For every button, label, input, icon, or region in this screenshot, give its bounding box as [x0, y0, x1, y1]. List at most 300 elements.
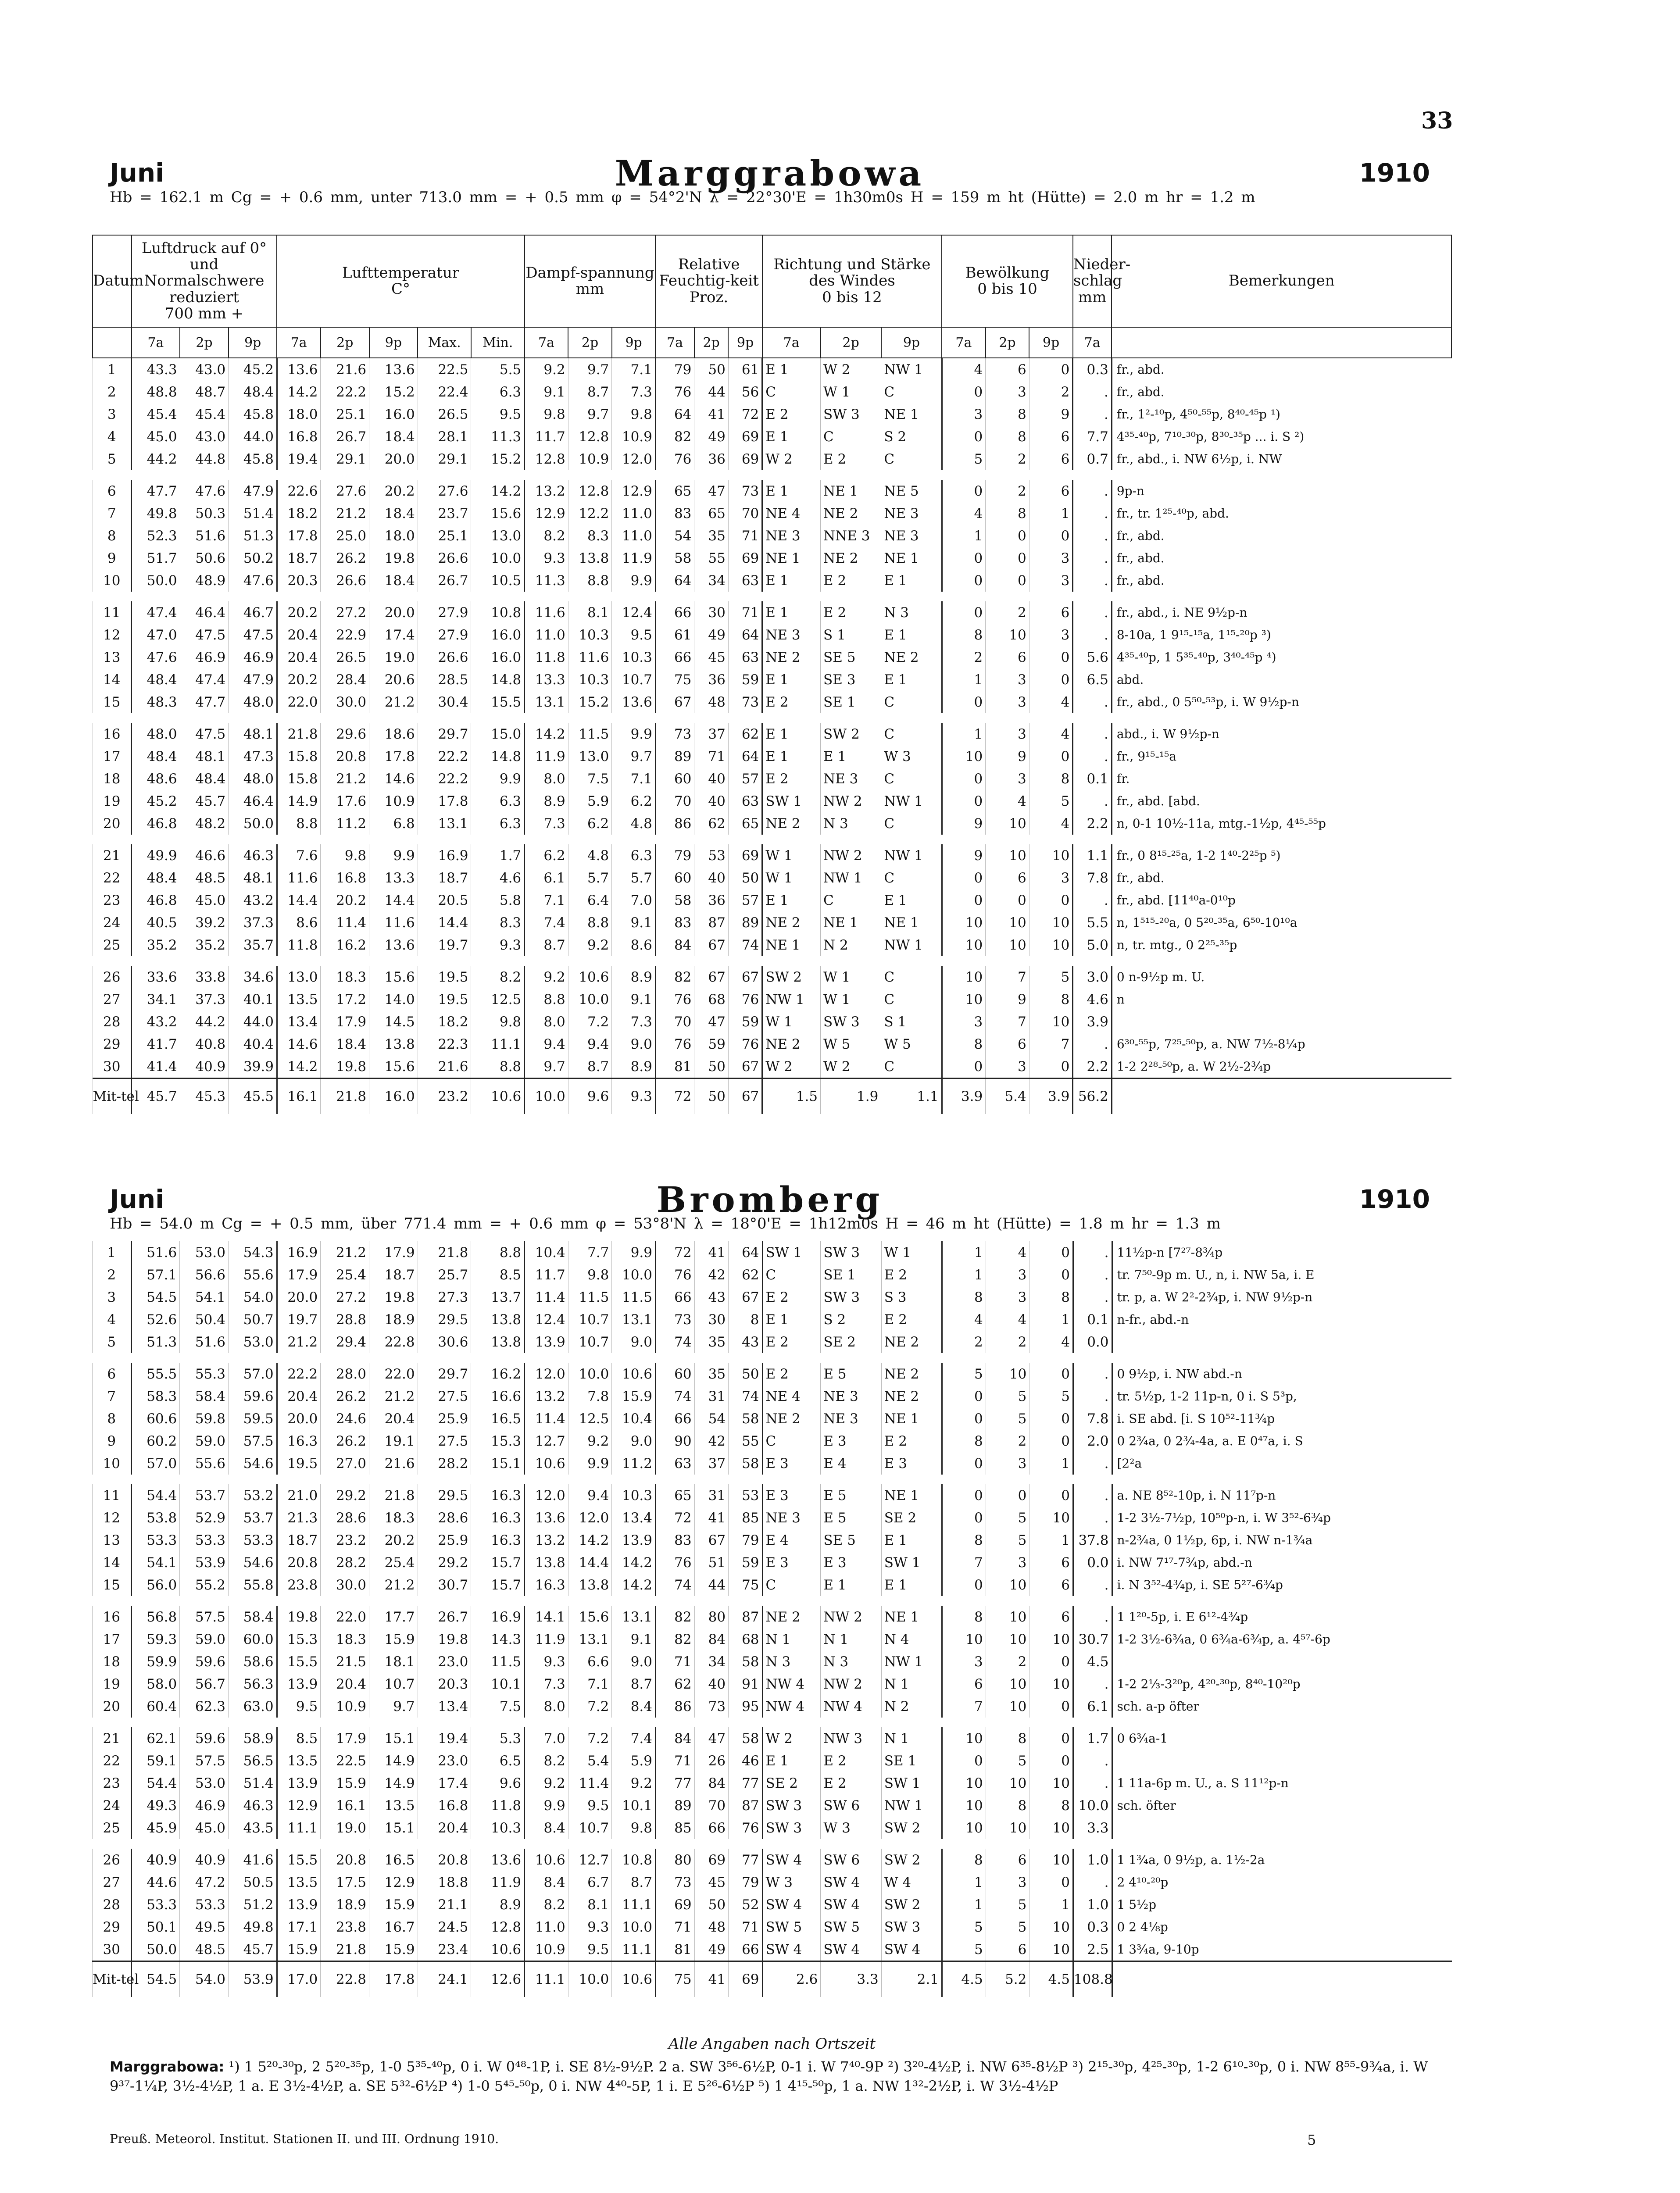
row-value: 79: [729, 1871, 762, 1893]
month-label: Juni: [110, 1184, 164, 1214]
row-value: 47.9: [229, 475, 277, 502]
row-value: 4: [1029, 691, 1073, 718]
row-remark: tr. 5½p, 1-2 11p-n, 0 i. S 5³p,: [1112, 1385, 1452, 1407]
row-value: 3: [986, 1264, 1029, 1286]
row-value: 0: [942, 1452, 986, 1479]
row-date: 21: [93, 839, 132, 867]
row-value: 59: [694, 1033, 728, 1055]
table-row: [93, 1817, 1452, 1844]
row-value: 12.9: [369, 1871, 418, 1893]
row-value: 55.6: [180, 1452, 229, 1479]
row-value: 10: [1029, 1673, 1073, 1695]
row-value: 12.8: [568, 475, 612, 502]
mean-value: 41: [694, 1961, 728, 1997]
row-value: E 3: [881, 1452, 942, 1479]
row-value: 9.0: [612, 1430, 656, 1452]
row-value: 42: [694, 1264, 728, 1286]
row-date: 3: [93, 1286, 132, 1308]
row-value: .: [1073, 1358, 1112, 1385]
row-value: 15.1: [471, 1452, 525, 1479]
row-value: 11.2: [321, 812, 369, 839]
row-value: 12.8: [568, 425, 612, 448]
row-value: 0.3: [1073, 1916, 1112, 1938]
row-value: 9.4: [525, 1033, 568, 1055]
row-value: 49.5: [180, 1916, 229, 1938]
row-value: 17.4: [418, 1772, 471, 1794]
row-value: 60.4: [131, 1695, 180, 1722]
row-value: 77: [729, 1772, 762, 1794]
row-remark: 1 5½p: [1112, 1893, 1452, 1916]
row-value: 13.8: [471, 1308, 525, 1331]
row-value: 18.3: [369, 1507, 418, 1529]
row-value: 29.6: [321, 718, 369, 745]
row-value: NW 4: [762, 1695, 821, 1722]
pressure-header: Luftdruck auf 0° und Normalschwere reduziert 700 mm +: [132, 235, 277, 327]
row-value: 19.7: [277, 1308, 321, 1331]
row-value: 2.2: [1073, 812, 1112, 839]
row-value: 0: [1029, 1695, 1073, 1722]
row-value: 20.4: [418, 1817, 471, 1844]
table-row: [93, 475, 1451, 502]
row-value: 11.9: [471, 1871, 525, 1893]
row-value: 1: [942, 1241, 986, 1264]
row-value: 8.7: [525, 934, 568, 961]
row-value: 21.6: [321, 358, 369, 381]
row-value: NE 4: [762, 502, 821, 525]
row-value: .: [1073, 1507, 1112, 1529]
row-value: 35: [694, 1358, 728, 1385]
row-value: .: [1073, 403, 1112, 425]
row-value: 72: [728, 403, 762, 425]
row-value: 48.2: [180, 812, 229, 839]
row-value: 20.2: [321, 889, 369, 911]
row-value: 0: [1029, 1650, 1073, 1673]
row-value: 73: [656, 1308, 695, 1331]
row-value: W 5: [881, 1033, 942, 1055]
row-value: 20.8: [277, 1551, 321, 1574]
row-value: 44.0: [229, 1011, 277, 1033]
table-row: [93, 502, 1451, 525]
row-remark: 1-2 2²⁸-⁵⁰p, a. W 2½-2¾p: [1112, 1055, 1451, 1079]
row-value: 1.0: [1073, 1844, 1112, 1871]
row-value: 3: [986, 768, 1029, 790]
row-value: 10: [1029, 1817, 1073, 1844]
footnote-station: Marggrabowa:: [110, 2058, 225, 2075]
row-value: 22.3: [418, 1033, 471, 1055]
row-value: 26.5: [321, 646, 369, 668]
row-value: 50.0: [132, 569, 180, 596]
row-value: E 3: [762, 1551, 821, 1574]
row-value: 11.7: [525, 425, 568, 448]
row-value: 19.0: [369, 646, 418, 668]
row-value: E 1: [762, 475, 821, 502]
row-value: 73: [656, 1871, 695, 1893]
row-value: 84: [656, 1722, 695, 1750]
row-value: 50: [694, 1893, 728, 1916]
row-value: 20.0: [277, 1286, 321, 1308]
row-value: 0: [942, 475, 986, 502]
row-value: 14.1: [525, 1601, 568, 1628]
row-value: E 1: [881, 889, 942, 911]
row-value: SE 3: [821, 668, 881, 691]
row-value: 76: [729, 1817, 762, 1844]
row-value: 12.4: [612, 596, 656, 624]
row-value: 13.6: [471, 1844, 525, 1871]
row-value: 9.3: [525, 1650, 568, 1673]
mean-label: Mit-tel: [93, 1079, 132, 1114]
row-value: W 2: [821, 358, 881, 381]
row-value: 8.8: [277, 812, 321, 839]
row-value: 0: [942, 381, 986, 403]
row-value: 29.1: [321, 448, 369, 475]
row-value: 75: [655, 668, 694, 691]
row-value: 47.2: [180, 1871, 229, 1893]
row-value: 10: [1029, 934, 1073, 961]
row-value: 10: [942, 1628, 986, 1650]
table-row: [93, 1628, 1452, 1650]
row-value: 10.1: [471, 1673, 525, 1695]
row-value: E 2: [881, 1264, 942, 1286]
row-date: 30: [93, 1055, 132, 1079]
row-remark: fr., abd., i. NE 9½p-n: [1112, 596, 1451, 624]
table-row: [93, 790, 1451, 812]
row-value: 51.3: [229, 525, 277, 547]
row-value: 40: [694, 1673, 728, 1695]
row-value: 14.8: [471, 745, 525, 768]
mean-value: 4.5: [1029, 1961, 1073, 1997]
row-remark: 1 11a-6p m. U., a. S 11¹²p-n: [1112, 1772, 1452, 1794]
row-value: 70: [694, 1794, 728, 1817]
row-value: NW 2: [821, 790, 881, 812]
row-value: 15.8: [277, 745, 321, 768]
row-value: 3.3: [1073, 1817, 1112, 1844]
row-value: SW 5: [762, 1916, 821, 1938]
row-value: 55: [694, 547, 728, 569]
row-value: 50.7: [228, 1308, 277, 1331]
row-date: 13: [93, 646, 132, 668]
row-value: 23.4: [418, 1938, 471, 1961]
row-value: 49: [694, 1938, 728, 1961]
row-value: N 2: [881, 1695, 942, 1722]
row-value: 35.2: [180, 934, 229, 961]
row-value: S 3: [881, 1286, 942, 1308]
row-value: 0: [986, 889, 1029, 911]
row-value: 6.1: [1073, 1695, 1112, 1722]
row-value: 29.7: [418, 718, 471, 745]
row-value: 5: [942, 448, 986, 475]
row-value: 7.6: [277, 839, 321, 867]
row-value: E 1: [881, 569, 942, 596]
row-value: 17.8: [418, 790, 471, 812]
row-value: 60.6: [131, 1407, 180, 1430]
row-value: 10.6: [525, 1844, 568, 1871]
table-row: [93, 1308, 1452, 1331]
row-date: 7: [93, 1385, 132, 1407]
row-value: 19.8: [369, 547, 418, 569]
row-value: 1: [942, 525, 986, 547]
row-value: 18.3: [321, 961, 369, 988]
row-value: 18.2: [418, 1011, 471, 1033]
row-value: 84: [694, 1772, 728, 1794]
row-value: .: [1073, 790, 1112, 812]
row-value: 25.1: [321, 403, 369, 425]
row-value: 7.7: [1073, 425, 1112, 448]
row-value: .: [1073, 1871, 1112, 1893]
row-value: E 1: [821, 745, 881, 768]
table-row: [93, 1750, 1452, 1772]
row-value: .: [1073, 1452, 1112, 1479]
row-value: 41: [694, 1507, 728, 1529]
row-date: 7: [93, 502, 132, 525]
row-date: 27: [93, 988, 132, 1011]
row-date: 17: [93, 1628, 132, 1650]
row-value: 2: [986, 1331, 1029, 1358]
row-value: 48: [694, 1916, 728, 1938]
row-value: NE 1: [881, 1601, 942, 1628]
subheader-cell: 7a: [1073, 327, 1112, 358]
row-value: E 2: [762, 403, 821, 425]
row-value: SW 4: [821, 1938, 881, 1961]
row-remark: tr. p, a. W 2²-2¾p, i. NW 9½p-n: [1112, 1286, 1452, 1308]
local-time-note: Alle Angaben nach Ortszeit: [668, 2035, 876, 2053]
row-value: 58.6: [228, 1650, 277, 1673]
row-remark: [1112, 1011, 1451, 1033]
row-value: SW 1: [881, 1551, 942, 1574]
row-value: 0: [1029, 1407, 1073, 1430]
row-value: 0: [942, 1385, 986, 1407]
row-value: 8.8: [568, 911, 612, 934]
row-value: 4: [942, 502, 986, 525]
row-value: 5.9: [568, 790, 612, 812]
row-value: SW 4: [821, 1893, 881, 1916]
row-value: 50: [729, 1358, 762, 1385]
row-value: 16.0: [471, 646, 525, 668]
table-row: [93, 1407, 1452, 1430]
row-value: 6.3: [471, 812, 525, 839]
row-value: 77: [729, 1844, 762, 1871]
row-value: 40.9: [131, 1844, 180, 1871]
row-value: 18.7: [277, 1529, 321, 1551]
row-value: 45.7: [180, 790, 229, 812]
row-value: 11.5: [471, 1650, 525, 1673]
row-value: 9.4: [568, 1033, 612, 1055]
row-remark: n-2¾a, 0 1½p, 6p, i. NW n-1¾a: [1112, 1529, 1452, 1551]
mean-value: 69: [729, 1961, 762, 1997]
row-value: 48.0: [132, 718, 180, 745]
row-value: 11.1: [277, 1817, 321, 1844]
row-date: 16: [93, 1601, 132, 1628]
row-value: 0: [986, 1479, 1029, 1507]
row-value: 43.5: [228, 1817, 277, 1844]
row-value: 67: [694, 1529, 728, 1551]
row-value: 76: [655, 448, 694, 475]
row-value: 21.2: [369, 1574, 418, 1601]
row-value: SW 4: [762, 1893, 821, 1916]
row-date: 1: [93, 1241, 132, 1264]
row-value: 6: [1029, 425, 1073, 448]
row-value: 14.4: [277, 889, 321, 911]
row-value: E 2: [821, 569, 881, 596]
row-value: 22.8: [369, 1331, 418, 1358]
row-value: 68: [694, 988, 728, 1011]
row-value: C: [821, 425, 881, 448]
row-value: 45: [694, 1871, 728, 1893]
row-value: 15.9: [369, 1893, 418, 1916]
row-value: 84: [655, 934, 694, 961]
row-value: 47.6: [180, 475, 229, 502]
row-value: 6: [1029, 448, 1073, 475]
row-value: 2: [1029, 381, 1073, 403]
row-date: 24: [93, 1794, 132, 1817]
row-value: 4: [986, 1241, 1029, 1264]
row-value: 3: [986, 668, 1029, 691]
row-remark: 9p-n: [1112, 475, 1451, 502]
row-value: N 1: [881, 1673, 942, 1695]
row-value: SW 3: [821, 1011, 881, 1033]
row-value: 9.9: [612, 1241, 656, 1264]
row-date: 8: [93, 525, 132, 547]
table-row: [93, 1479, 1452, 1507]
row-value: 0: [942, 1507, 986, 1529]
row-date: 4: [93, 1308, 132, 1331]
row-value: 15.2: [471, 448, 525, 475]
row-value: 5.0: [1073, 934, 1112, 961]
row-date: 29: [93, 1033, 132, 1055]
row-value: 7.1: [568, 1673, 612, 1695]
row-value: 50.0: [131, 1938, 180, 1961]
row-value: 47: [694, 475, 728, 502]
row-value: 9.7: [612, 745, 656, 768]
row-value: 9.8: [568, 1264, 612, 1286]
row-value: 20.4: [321, 1673, 369, 1695]
row-date: 25: [93, 1817, 132, 1844]
row-value: NW 1: [762, 988, 821, 1011]
row-value: 4.6: [471, 867, 525, 889]
row-value: 4: [1029, 1331, 1073, 1358]
row-value: .: [1073, 1264, 1112, 1286]
mean-value: 10.6: [612, 1961, 656, 1997]
row-value: 9.9: [612, 718, 656, 745]
row-value: 58: [729, 1650, 762, 1673]
row-value: SW 1: [762, 790, 821, 812]
row-value: 65: [694, 502, 728, 525]
row-value: 2: [986, 1650, 1029, 1673]
row-value: 0: [1029, 745, 1073, 768]
row-value: 57.5: [228, 1430, 277, 1452]
row-remark: i. NW 7¹⁷-7¾p, abd.-n: [1112, 1551, 1452, 1574]
row-remark: 0 6¾a-1: [1112, 1722, 1452, 1750]
row-value: 26.7: [418, 1601, 471, 1628]
mean-value: 21.8: [321, 1079, 369, 1114]
row-value: 13.8: [568, 1574, 612, 1601]
row-value: 5: [942, 1938, 986, 1961]
row-remark: tr. 7⁵⁰-9p m. U., n, i. NW 5a, i. E: [1112, 1264, 1452, 1286]
row-value: 0: [1029, 525, 1073, 547]
row-value: 52: [729, 1893, 762, 1916]
row-value: 61: [728, 358, 762, 381]
row-value: 11.5: [612, 1286, 656, 1308]
row-value: 49.8: [132, 502, 180, 525]
row-value: 40.9: [180, 1055, 229, 1079]
row-value: 87: [729, 1794, 762, 1817]
row-value: 65: [728, 812, 762, 839]
row-value: 25.9: [418, 1407, 471, 1430]
row-value: 7.1: [612, 358, 656, 381]
row-value: .: [1073, 502, 1112, 525]
row-value: 37.8: [1073, 1529, 1112, 1551]
row-value: E 1: [881, 1529, 942, 1551]
row-value: C: [881, 1055, 942, 1079]
row-value: 6: [986, 358, 1029, 381]
row-value: 23.8: [277, 1574, 321, 1601]
row-value: 16.1: [321, 1794, 369, 1817]
row-value: W 1: [762, 839, 821, 867]
row-value: 1: [1029, 1308, 1073, 1331]
row-value: 13.2: [525, 1529, 568, 1551]
table-row: [93, 812, 1451, 839]
row-value: NE 2: [881, 646, 942, 668]
row-date: 14: [93, 1551, 132, 1574]
table-row: [93, 525, 1451, 547]
row-value: 8.8: [525, 988, 568, 1011]
row-date: 20: [93, 812, 132, 839]
row-value: NE 1: [881, 1407, 942, 1430]
mean-value: 12.6: [471, 1961, 525, 1997]
row-value: E 1: [881, 1574, 942, 1601]
row-value: 44.2: [132, 448, 180, 475]
row-value: 8.2: [525, 1750, 568, 1772]
row-value: 57.0: [131, 1452, 180, 1479]
row-value: 74: [656, 1385, 695, 1407]
row-value: 37: [694, 1452, 728, 1479]
row-value: SW 2: [762, 961, 821, 988]
humidity-header: Relative Feuchtig-keit Proz.: [655, 235, 762, 327]
row-value: E 1: [762, 1308, 821, 1331]
row-value: 86: [656, 1695, 695, 1722]
row-value: 5: [1029, 961, 1073, 988]
row-date: 19: [93, 1673, 132, 1695]
row-value: 52.9: [180, 1507, 229, 1529]
row-value: 8: [1029, 1286, 1073, 1308]
month-label: Juni: [110, 158, 164, 188]
row-value: SW 4: [881, 1938, 942, 1961]
mean-value: 72: [655, 1079, 694, 1114]
table-row: [93, 911, 1451, 934]
row-value: 3: [986, 1452, 1029, 1479]
table-row: [93, 839, 1451, 867]
row-value: 5: [986, 1529, 1029, 1551]
row-value: NW 3: [821, 1722, 881, 1750]
subheader-cell: 7a: [277, 327, 321, 358]
row-value: 48.3: [132, 691, 180, 718]
row-value: 56.6: [180, 1264, 229, 1286]
table-row: [93, 448, 1451, 475]
row-value: 10: [1029, 1628, 1073, 1650]
table-row: [93, 1722, 1452, 1750]
row-value: 63: [728, 646, 762, 668]
row-value: 17.4: [369, 624, 418, 646]
row-value: 13.1: [525, 691, 568, 718]
row-value: 71: [656, 1750, 695, 1772]
subheader-cell: 2p: [694, 327, 728, 358]
subheader-cell: Min.: [471, 327, 525, 358]
row-value: NW 1: [881, 934, 942, 961]
row-value: 11.5: [568, 718, 612, 745]
row-value: 79: [729, 1529, 762, 1551]
row-value: 14.5: [369, 1011, 418, 1033]
table-row: [93, 1551, 1452, 1574]
row-value: 44.6: [131, 1871, 180, 1893]
